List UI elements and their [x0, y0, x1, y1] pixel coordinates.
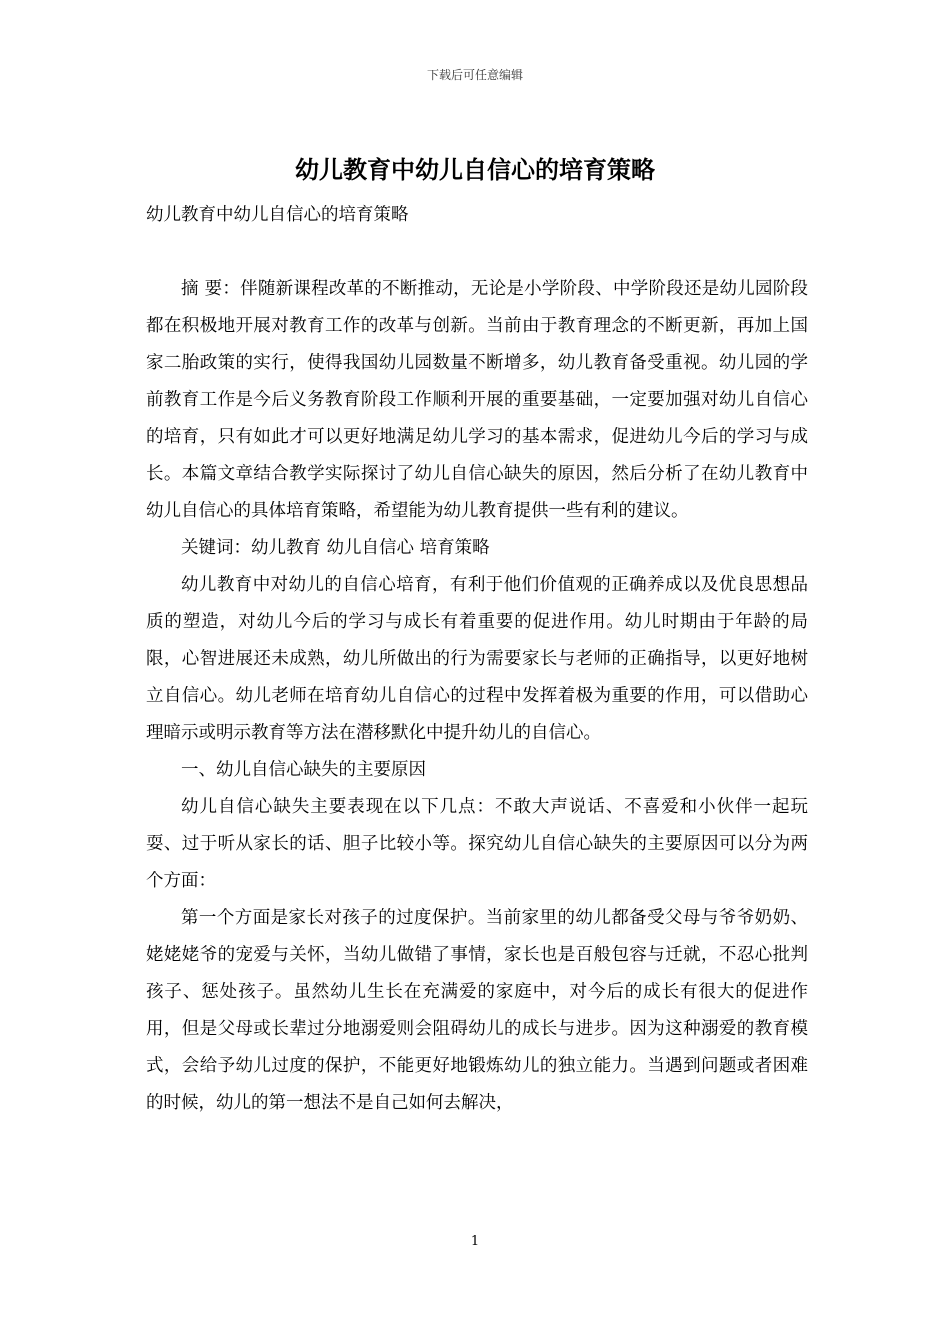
keywords-line: 关键词：幼儿教育 幼儿自信心 培育策略 — [181, 538, 490, 558]
header-note: 下载后可任意编辑 — [426, 68, 523, 82]
page-number: 1 — [470, 1234, 480, 1249]
abstract-paragraph: 摘 要：伴随新课程改革的不断推动，无论是小学阶段、中学阶段还是幼儿园阶段都在积极地开展对教育工作的改革与创新。当前由于教育理念的不断更新，再加上国家二胎政策的实行，使得我国幼儿园数量不断增多，幼儿教育备受重视。幼儿园的学前教育工作是今后义务教育阶段工作顺利开展的重要基础，一定要加强对幼儿自信心的培育，只有如此才可以更好地满足幼儿学习的基本需求，促进幼儿今后的学习与成长。本篇文章结合教学实际探讨了幼儿自信心缺失的原因，然后分析了在幼儿教育中幼儿自信心的具体培育策略，希望能为幼儿教育提供一些有利的建议。 — [146, 279, 808, 521]
body-paragraph: 幼儿教育中对幼儿的自信心培育，有利于他们价值观的正确养成以及优良思想品质的塑造，对幼儿今后的学习与成长有着重要的促进作用。幼儿时期由于年龄的局限，心智进展还未成熟，幼儿所做出的行为需要家长与老师的正确指导，以更好地树立自信心。幼儿老师在培育幼儿自信心的过程中发挥着极为重要的作用，可以借助心理暗示或明示教育等方法在潜移默化中提升幼儿的自信心。 — [146, 575, 808, 743]
document-title: 幼儿教育中幼儿自信心的培育策略 — [295, 155, 655, 184]
body-paragraph: 第一个方面是家长对孩子的过度保护。当前家里的幼儿都备受父母与爷爷奶奶、姥姥姥爷的宠爱与关怀，当幼儿做错了事情，家长也是百般包容与迁就，不忍心批判孩子、惩处孩子。虽然幼儿生长在充满爱的家庭中，对今后的成长有很大的促进作用，但是父母或长辈过分地溺爱则会阻碍幼儿的成长与进步。因为这种溺爱的教育模式，会给予幼儿过度的保护，不能更好地锻炼幼儿的独立能力。当遇到问题或者困难的时候，幼儿的第一想法不是自己如何去解决， — [146, 908, 808, 1113]
blank-line — [146, 234, 808, 271]
document-body — [146, 197, 808, 1122]
subtitle: 幼儿教育中幼儿自信心的培育策略 — [146, 205, 409, 225]
section-heading: 一、幼儿自信心缺失的主要原因 — [181, 760, 426, 780]
body-paragraph: 幼儿自信心缺失主要表现在以下几点：不敢大声说话、不喜爱和小伙伴一起玩耍、过于听从家长的话、胆子比较小等。探究幼儿自信心缺失的主要原因可以分为两个方面： — [146, 797, 808, 891]
